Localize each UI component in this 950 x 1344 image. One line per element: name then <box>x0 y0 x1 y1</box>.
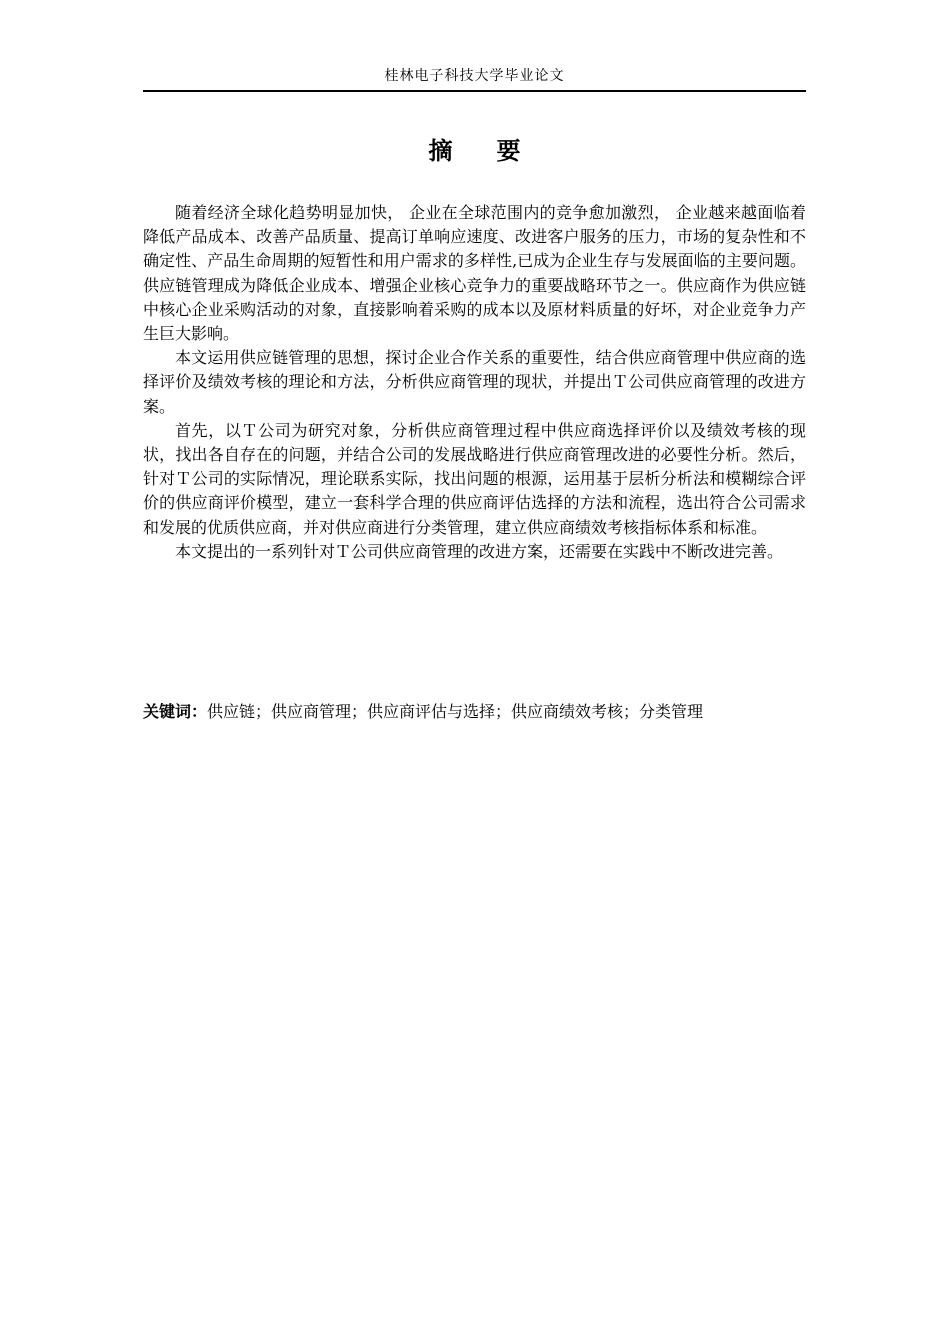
abstract-title <box>143 136 806 166</box>
abstract-title-char-2: 要 <box>496 137 521 165</box>
page-header: 桂林电子科技大学毕业论文 <box>143 66 806 92</box>
keywords <box>143 700 806 724</box>
abstract-paragraph-2: 本文运用供应链管理的思想，探讨企业合作关系的重要性，结合供应商管理中供应商的选择评价及绩效考核的理论和方法，分析供应商管理的现状，并提出Ｔ公司供应商管理的改进方案。 <box>143 348 806 416</box>
abstract-title-char-1: 摘 <box>428 137 453 165</box>
abstract-body <box>143 201 806 564</box>
keywords-text: 供应链；供应商管理；供应商评估与选择；供应商绩效考核；分类管理 <box>207 702 704 721</box>
abstract-paragraph-1: 随着经济全球化趋势明显加快， 企业在全球范围内的竞争愈加激烈， 企业越来越面临着降低产品成本、改善产品质量、提高订单响应速度、改进客户服务的压力，市场的复杂性和不确定性、产品生命周期的短暂性和用户需求的多样性,已成为企业生存与发展面临的主要问题。供应链管理成为降低企业成本、增强企业核心竞争力的重要战略环节之一。供应商作为供应链中核心企业采购活动的对象，直接影响着采购的成本以及原材料质量的好坏，对企业竞争力产生巨大影响。 <box>143 203 806 344</box>
keywords-label: 关键词： <box>143 702 208 721</box>
abstract-paragraph-3: 首先，以Ｔ公司为研究对象，分析供应商管理过程中供应商选择评价以及绩效考核的现状，找出各自存在的问题，并结合公司的发展战略进行供应商管理改进的必要性分析。然后，针对Ｔ公司的实际情况，理论联系实际，找出问题的根源，运用基于层析分析法和模糊综合评价的供应商评价模型，建立一套科学合理的供应商评估选择的方法和流程，选出符合公司需求和发展的优质供应商，并对供应商进行分类管理，建立供应商绩效考核指标体系和标准。 <box>143 420 806 537</box>
abstract-paragraph-4: 本文提出的一系列针对Ｔ公司供应商管理的改进方案，还需要在实践中不断改进完善。 <box>175 541 784 561</box>
